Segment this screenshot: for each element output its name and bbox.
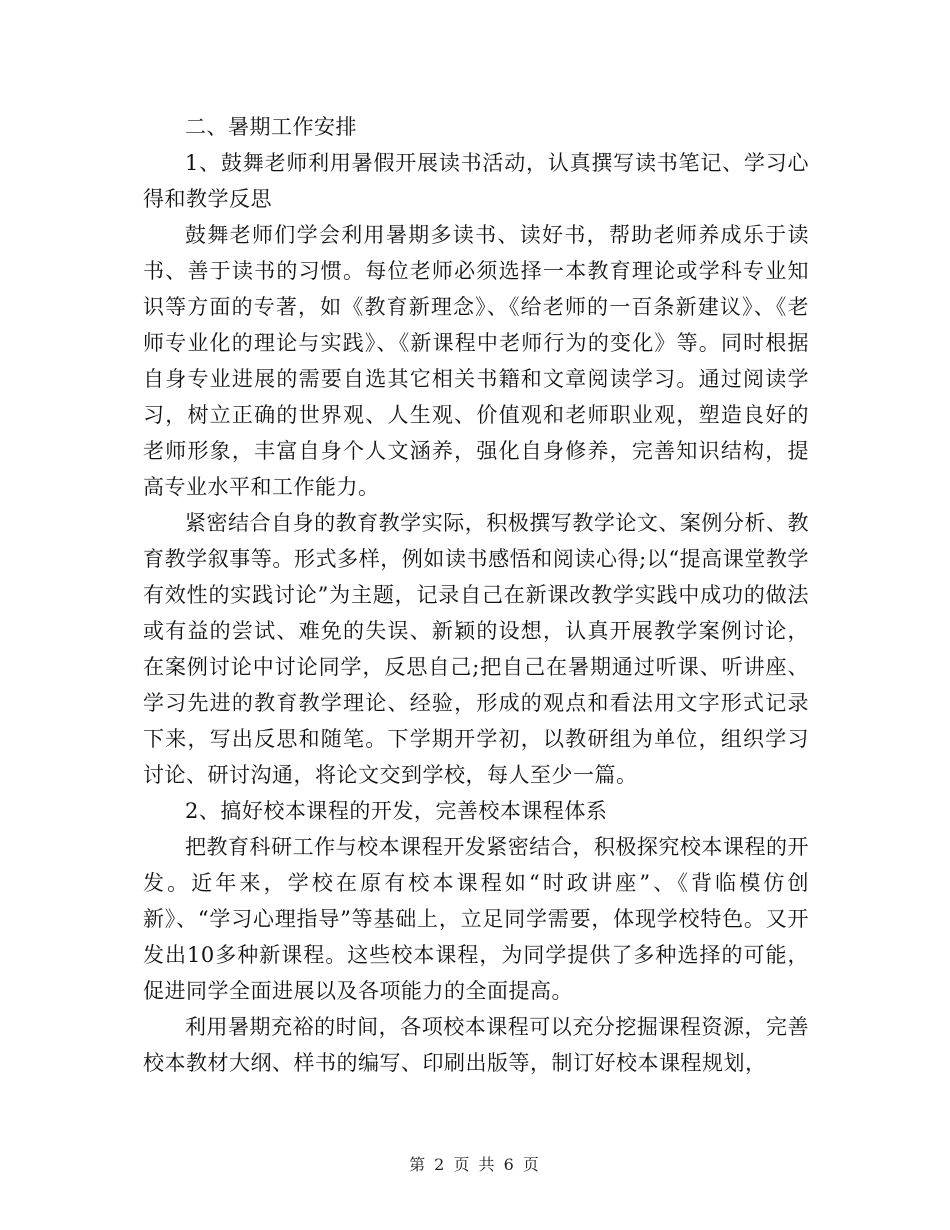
body-paragraph: 把教育科研工作与校本课程开发紧密结合，积极探究校本课程的开发。近年来，学校在原有校本课程如“时政讲座”、《背临模仿创新》、“学习心理指导”等基础上，立足同学需要，体现学校特色。又开发出10多种新课程。这些校本课程，为同学提供了多种选择的可能，促进同学全面进展以及各项能力的全面提高。	[143, 835, 809, 1003]
body-paragraph: 紧密结合自身的教育教学实际，积极撰写教学论文、案例分析、教育教学叙事等。形式多样，例如读书感悟和阅读心得;以“提高课堂教学有效性的实践讨论”为主题，记录自己在新课改教学实践中成功的做法或有益的尝试、难免的失误、新颖的设想，认真开展教学案例讨论，在案例讨论中讨论同学，反思自己;把自己在暑期通过听课、听讲座、学习先进的教育教学理论、经验，形成的观点和看法用文字形式记录下来，写出反思和随笔。下学期开学初，以教研组为单位，组织学习讨论、研讨沟通，将论文交到学校，每人至少一篇。	[143, 511, 809, 787]
body-paragraph: 利用暑期充裕的时间，各项校本课程可以充分挖掘课程资源，完善校本教材大纲、样书的编写、印刷出版等，制订好校本课程规划，	[143, 1015, 809, 1075]
section-heading: 二、暑期工作安排	[185, 115, 357, 139]
body-paragraph: 鼓舞老师们学会利用暑期多读书、读好书，帮助老师养成乐于读书、善于读书的习惯。每位老师必须选择一本教育理论或学科专业知识等方面的专著，如《教育新理念》、《给老师的一百条新建议》、《老师专业化的理论与实践》、《新课程中老师行为的变化》等。同时根据自身专业进展的需要自选其它相关书籍和文章阅读学习。通过阅读学习，树立正确的世界观、人生观、价值观和老师职业观，塑造良好的老师形象，丰富自身个人文涵养，强化自身修养，完善知识结构，提高专业水平和工作能力。	[143, 223, 809, 499]
subsection-heading-1: 1、鼓舞老师利用暑假开展读书活动，认真撰写读书笔记、学习心得和教学反思	[143, 151, 809, 211]
document-body	[143, 109, 809, 1081]
subsection-heading-2: 2、搞好校本课程的开发，完善校本课程体系	[185, 799, 608, 823]
page-number-footer: 第 2 页 共 6 页	[409, 1155, 541, 1174]
